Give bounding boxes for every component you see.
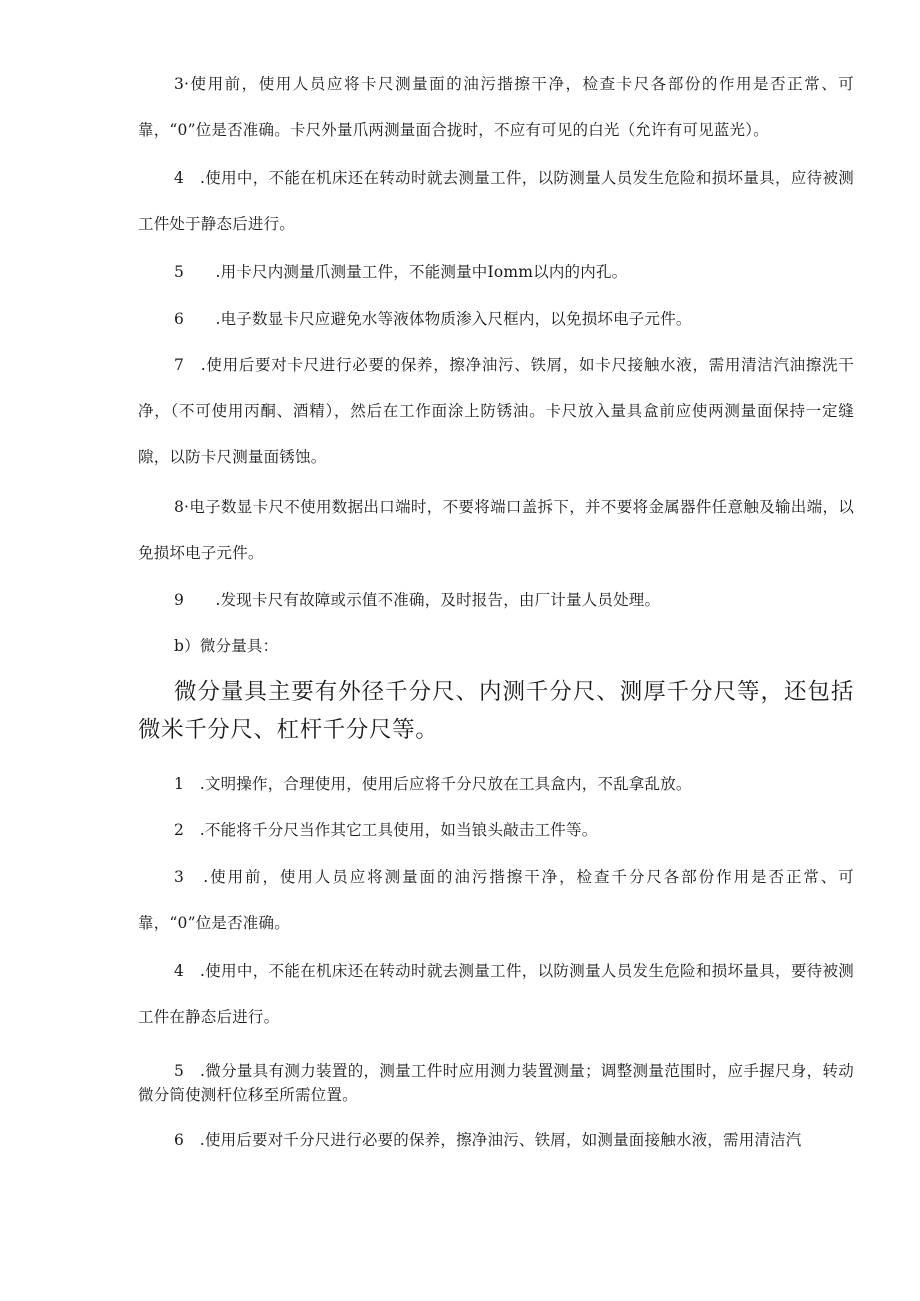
paragraph-micrometer-before-use: 3 .使用前，使用人员应将测量面的油污揩擦干净，检查千分尺各部份作用是否正常、可靠，“0”位是否准确。 xyxy=(138,868,854,932)
paragraph-micrometer-maintenance: 6 .使用后要对千分尺进行必要的保养，擦净油污、铁屑，如测量面接触水液，需用清洁汽 xyxy=(174,1131,802,1149)
paragraph-micrometer-force-device: 5 .微分量具有测力装置的，测量工件时应用测力装置测量；调整测量范围时，应手握尺身，转动微分筒使测杆位移至所需位置。 xyxy=(138,1062,854,1104)
paragraph-caliper-data-port: 8·电子数显卡尺不使用数据出口端时，不要将端口盖拆下，并不要将金属器件任意触及输出端，以免损坏电子元件。 xyxy=(138,498,854,562)
section-heading-micrometer: b）微分量具： xyxy=(174,637,279,655)
paragraph-micrometer-not-as-tool: 2 .不能将千分尺当作其它工具使用，如当锒头敲击工件等。 xyxy=(174,821,598,839)
paragraph-caliper-electronic-water: 6 .电子数显卡尺应避免水等液体物质渗入尺框内，以免损坏电子元件。 xyxy=(174,310,692,328)
paragraph-micrometer-intro: 微分量具主要有外径千分尺、内测千分尺、测厚千分尺等，还包括微米千分尺、杠杆千分尺等。 xyxy=(138,679,854,743)
paragraph-caliper-maintenance: 7 .使用后要对卡尺进行必要的保养，擦净油污、铁屑，如卡尺接触水液，需用清洁汽油擦洗干净，（不可使用丙酮、酒精），然后在工作面涂上防锈油。卡尺放入量具盒前应使两测量面保持一定缝隙，以防卡尺测量面锈蚀。 xyxy=(138,356,854,466)
paragraph-caliper-fault-report: 9 .发现卡尺有故障或示值不准确，及时报告，由厂计量人员处理。 xyxy=(174,591,661,609)
paragraph-micrometer-during-use: 4 .使用中，不能在机床还在转动时就去测量工件，以防测量人员发生危险和损坏量具，要待被测工件在静态后进行。 xyxy=(138,962,854,1026)
paragraph-caliper-before-use: 3·使用前，使用人员应将卡尺测量面的油污揩擦干净，检查卡尺各部份的作用是否正常、可靠，“0”位是否准确。卡尺外量爪两测量面合拢时，不应有可见的白光（允许有可见蓝光）。 xyxy=(138,75,854,139)
paragraph-caliper-inner-jaw: 5 .用卡尺内测量爪测量工件，不能测量中Iomm以内的内孔。 xyxy=(174,263,628,281)
paragraph-micrometer-civilized-use: 1 .文明操作，合理使用，使用后应将千分尺放在工具盒内，不乱拿乱放。 xyxy=(174,775,692,793)
paragraph-caliper-during-use: 4 .使用中，不能在机床还在转动时就去测量工件，以防测量人员发生危险和损坏量具，应待被测工件处于静态后进行。 xyxy=(138,169,854,233)
